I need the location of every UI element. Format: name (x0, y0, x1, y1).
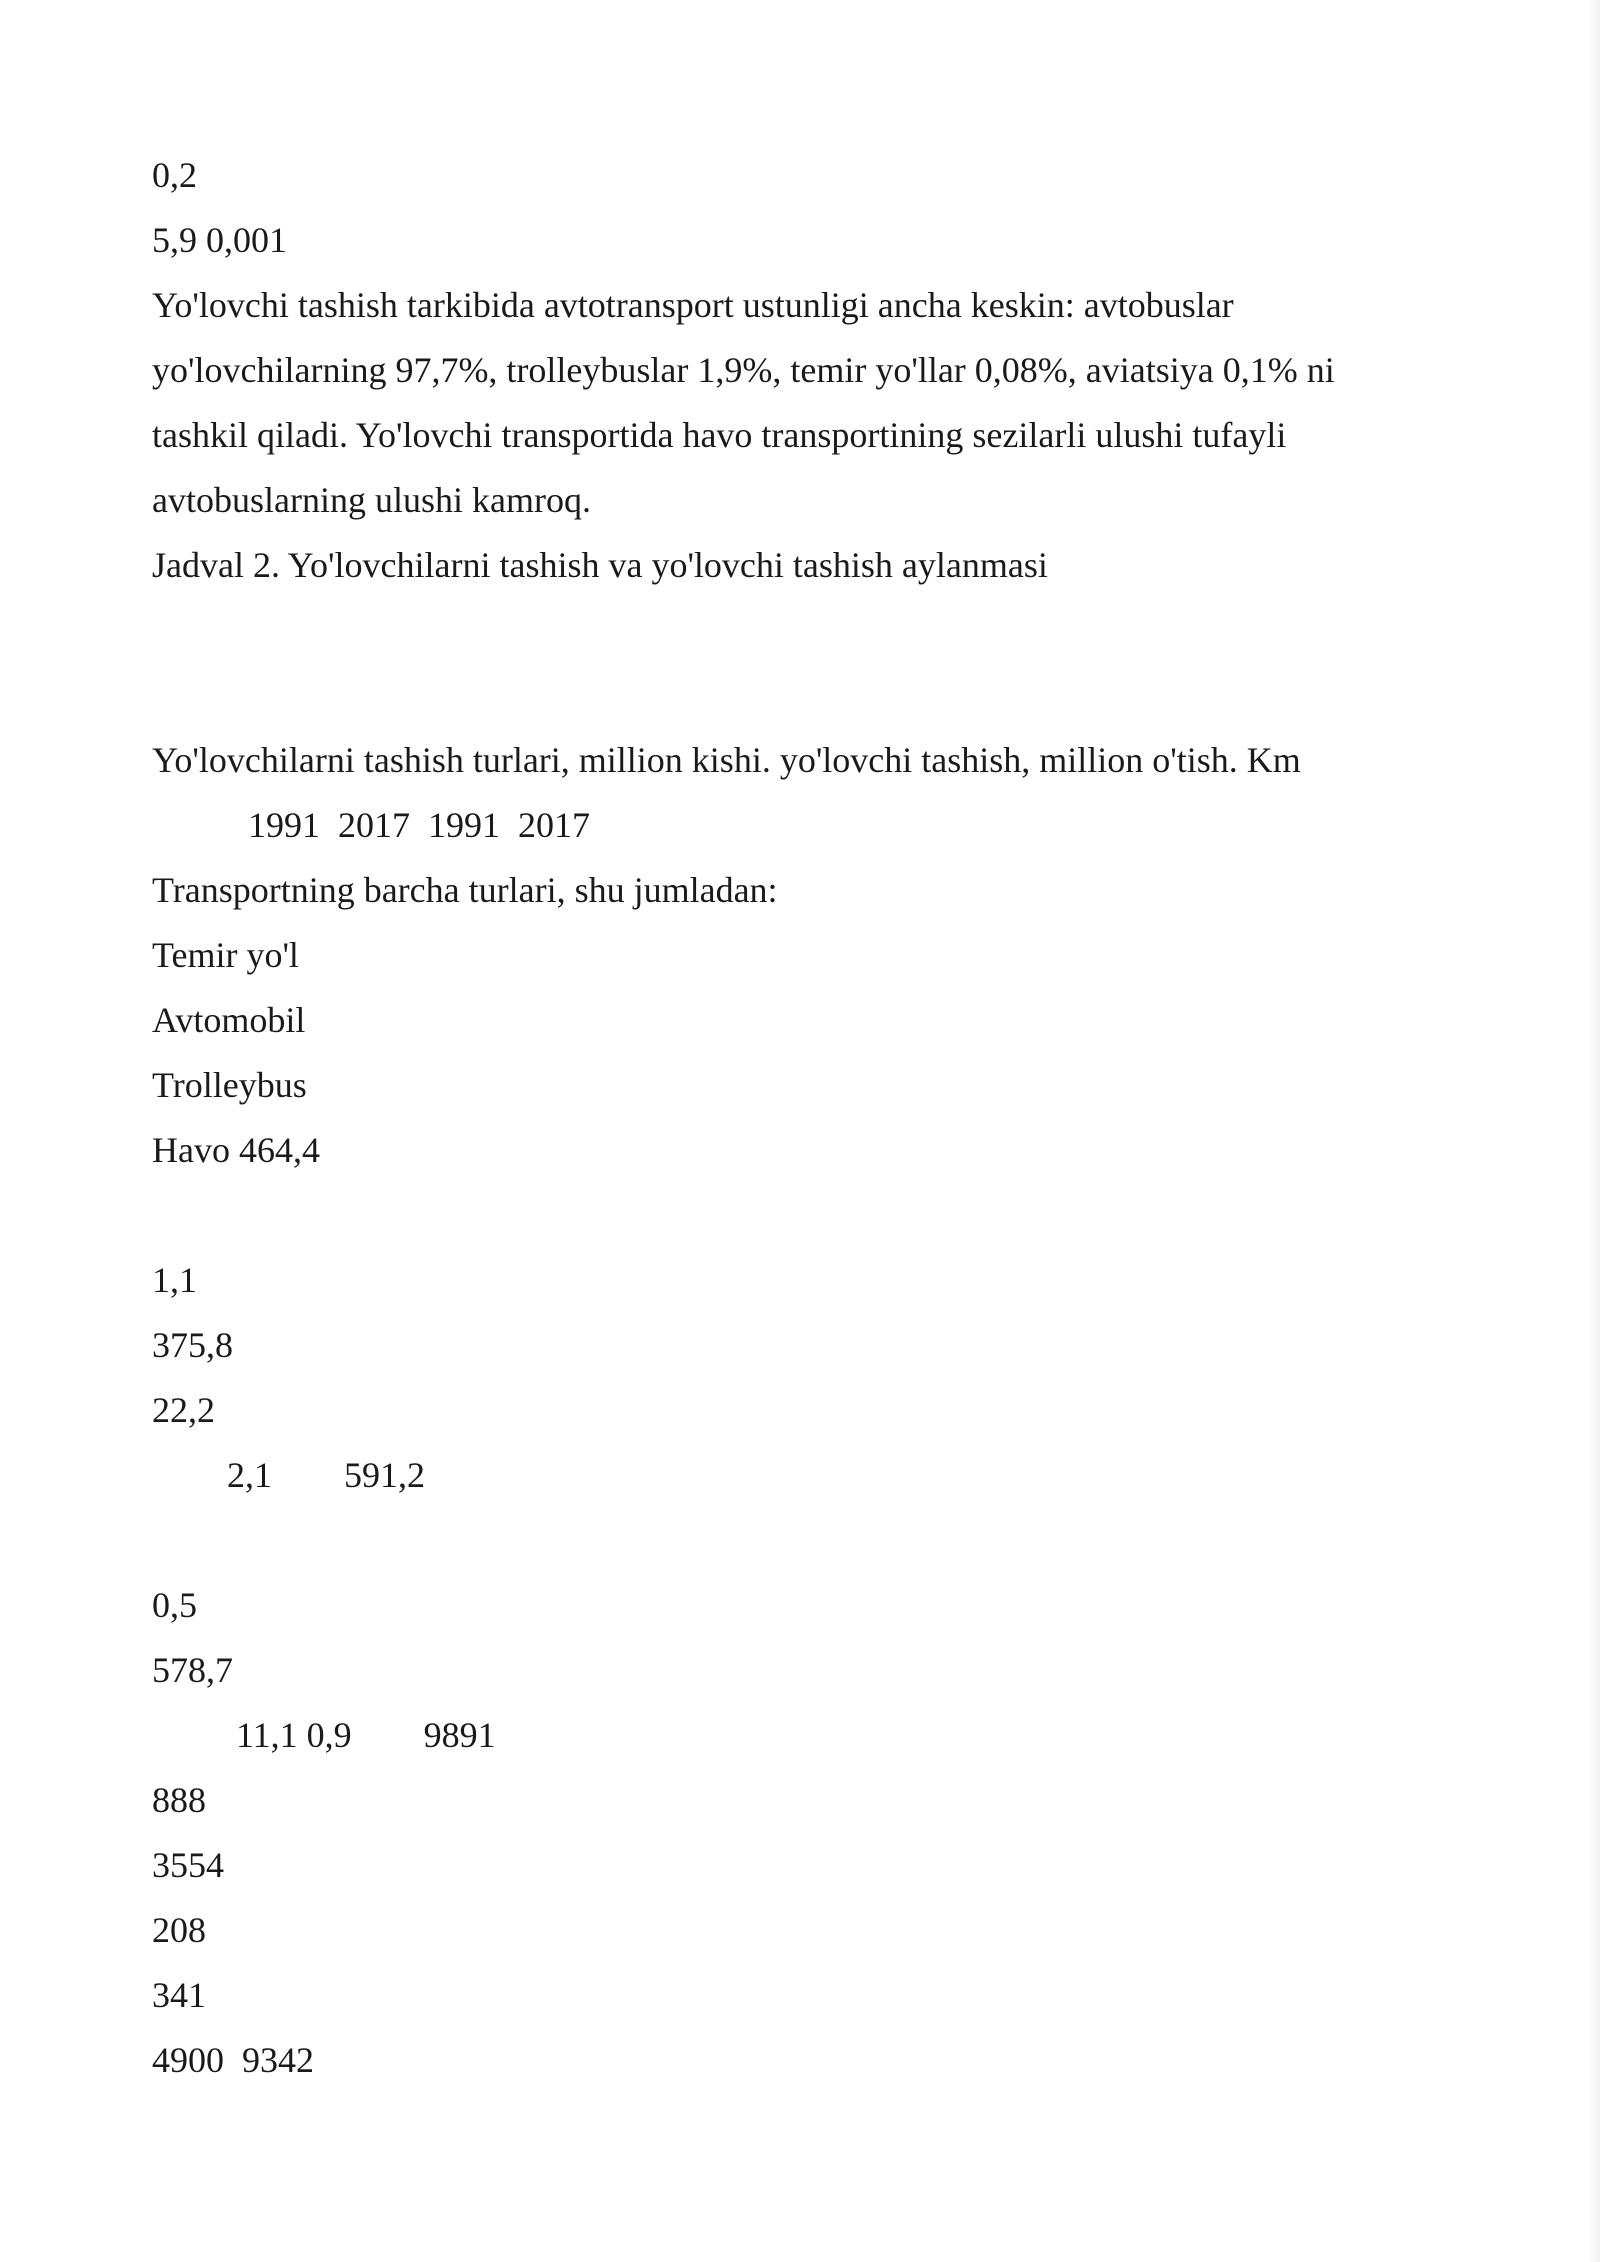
paragraph-line: Yo'lovchi tashish tarkibida avtotransport ustunligi ancha keskin: avtobuslar (152, 285, 1234, 325)
paragraph-line: yo'lovchilarning 97,7%, trolleybuslar 1,9%, temir yo'llar 0,08%, aviatsiya 0,1% ni (152, 350, 1335, 390)
table-value: 341 (152, 1975, 206, 2015)
table-value: 4900 9342 (152, 2040, 314, 2080)
table-value: 1,1 (152, 1260, 197, 1300)
table-row-label: Havo 464,4 (152, 1130, 320, 1170)
table-value: 2,1 591,2 (227, 1455, 425, 1495)
table-value: 888 (152, 1780, 206, 1820)
table-value: 22,2 (152, 1390, 215, 1430)
table-value: 3554 (152, 1845, 224, 1885)
table-row-label: Avtomobil (152, 1000, 306, 1040)
text-line: 0,2 (152, 155, 197, 195)
table-row-label: Transportning barcha turlari, shu jumladan: (152, 870, 778, 910)
paragraph-line: tashkil qiladi. Yo'lovchi transportida havo transportining sezilarli ulushi tufayli (152, 415, 1287, 455)
paragraph-line: avtobuslarning ulushi kamroq. (152, 480, 591, 520)
table-value: 0,5 (152, 1585, 197, 1625)
table-value: 578,7 (152, 1650, 233, 1690)
table-caption: Jadval 2. Yo'lovchilarni tashish va yo'lovchi tashish aylanmasi (152, 545, 1048, 585)
page-edge-shadow (1586, 0, 1600, 2262)
table-value: 11,1 0,9 9891 (236, 1715, 496, 1755)
text-line: 5,9 0,001 (152, 220, 287, 260)
table-header: Yo'lovchilarni tashish turlari, million kishi. yo'lovchi tashish, million o'tish. Km (152, 740, 1301, 780)
table-row-label: Temir yo'l (152, 935, 299, 975)
table-value: 375,8 (152, 1325, 233, 1365)
table-year-header: 1991 2017 1991 2017 (248, 805, 590, 845)
table-value: 208 (152, 1910, 206, 1950)
table-row-label: Trolleybus (152, 1065, 307, 1105)
